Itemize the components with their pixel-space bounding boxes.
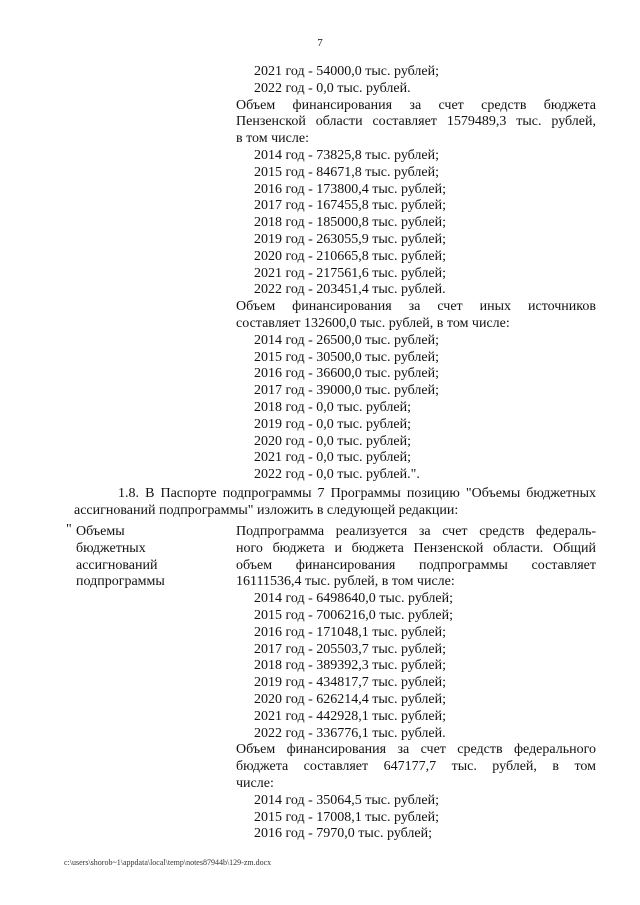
regional-year-line: 2017 год - 167455,8 тыс. рублей; — [254, 198, 447, 214]
total-year-line: 2020 год - 626214,4 тыс. рублей; — [254, 691, 447, 707]
regional-year-line: 2022 год - 203451,4 тыс. рублей. — [254, 282, 446, 298]
regional-funding-intro: Пензенской области составляет 1579489,3 тыс. рублей, — [236, 114, 596, 130]
regional-year-line: 2020 год - 210665,8 тыс. рублей; — [254, 248, 447, 264]
total-year-line: 2015 год - 7006216,0 тыс. рублей; — [254, 607, 454, 623]
federal-funding-section — [236, 742, 596, 843]
passport-label-column — [76, 524, 216, 591]
regional-year-line: 2015 год - 84671,8 тыс. рублей; — [254, 164, 440, 180]
other-sources-year-line: 2014 год - 26500,0 тыс. рублей; — [254, 332, 440, 348]
other-sources-intro: Объем финансирования за счет иных источников — [236, 299, 596, 315]
passport-label-line: бюджетных — [76, 540, 146, 556]
total-funding-intro: Подпрограмма реализуется за счет средств федераль- — [236, 524, 596, 539]
instruction-line: ассигнований подпрограммы" изложить в следующей редакции: — [74, 502, 459, 518]
total-year-line: 2019 год - 434817,7 тыс. рублей; — [254, 675, 447, 691]
other-sources-funding-section — [236, 299, 596, 484]
regional-year-line: 2014 год - 73825,8 тыс. рублей; — [254, 147, 440, 163]
total-funding-intro: 16111536,4 тыс. рублей, в том числе: — [236, 574, 455, 590]
other-sources-year-line: 2021 год - 0,0 тыс. рублей; — [254, 450, 412, 466]
other-sources-year-line: 2016 год - 36600,0 тыс. рублей; — [254, 366, 440, 382]
total-year-line: 2017 год - 205503,7 тыс. рублей; — [254, 641, 447, 657]
funding-year-line: 2022 год - 0,0 тыс. рублей. — [254, 80, 411, 96]
total-year-line: 2014 год - 6498640,0 тыс. рублей; — [254, 591, 454, 607]
regional-funding-intro: Объем финансирования за счет средств бюджета — [236, 97, 596, 113]
federal-year-line: 2016 год - 7970,0 тыс. рублей; — [254, 826, 433, 842]
total-funding-section — [236, 524, 596, 742]
regional-year-line: 2018 год - 185000,8 тыс. рублей; — [254, 215, 447, 231]
total-year-line: 2016 год - 171048,1 тыс. рублей; — [254, 624, 447, 640]
page-number: 7 — [317, 37, 323, 49]
regional-year-line: 2016 год - 173800,4 тыс. рублей; — [254, 181, 447, 197]
other-sources-year-line: 2018 год - 0,0 тыс. рублей; — [254, 399, 412, 415]
federal-funding-intro: бюджета составляет 647177,7 тыс. рублей, в том — [236, 759, 596, 775]
total-funding-intro: объем финансирования подпрограммы составляет — [236, 557, 596, 573]
regional-year-line: 2019 год - 263055,9 тыс. рублей; — [254, 231, 447, 247]
regional-year-line: 2021 год - 217561,6 тыс. рублей; — [254, 265, 447, 281]
other-sources-year-line: 2015 год - 30500,0 тыс. рублей; — [254, 349, 440, 365]
instruction-paragraph — [74, 486, 596, 520]
total-year-line: 2022 год - 336776,1 тыс. рублей. — [254, 725, 446, 741]
other-sources-year-line: 2022 год - 0,0 тыс. рублей.". — [254, 467, 420, 483]
passport-value-column — [236, 524, 596, 843]
federal-year-line: 2014 год - 35064,5 тыс. рублей; — [254, 792, 440, 808]
other-sources-year-line: 2017 год - 39000,0 тыс. рублей; — [254, 383, 440, 399]
other-sources-intro: составляет 132600,0 тыс. рублей, в том числе: — [236, 315, 510, 331]
federal-funding-intro: Объем финансирования за счет средств федерального — [236, 742, 596, 758]
document-file-path: c:\users\shorob~1\appdata\local\temp\notes87944b\129-zm.docx — [64, 858, 272, 867]
total-year-line: 2018 год - 389392,3 тыс. рублей; — [254, 658, 447, 674]
top-funding-block — [236, 64, 596, 484]
opening-quote: " — [66, 522, 72, 537]
instruction-line: 1.8. В Паспорте подпрограммы 7 Программы позицию "Объемы бюджетных — [118, 486, 596, 501]
other-sources-year-line: 2019 год - 0,0 тыс. рублей; — [254, 416, 412, 432]
lead-years-list — [236, 64, 596, 98]
passport-label-line: ассигнований — [76, 557, 158, 573]
passport-label-line: подпрограммы — [76, 574, 165, 590]
funding-year-line: 2021 год - 54000,0 тыс. рублей; — [254, 64, 440, 79]
total-funding-intro: ного бюджета и бюджета Пензенской области. Общий — [236, 540, 596, 556]
federal-year-line: 2015 год - 17008,1 тыс. рублей; — [254, 809, 440, 825]
regional-funding-intro: в том числе: — [236, 131, 309, 147]
regional-funding-section — [236, 98, 596, 300]
federal-funding-intro: числе: — [236, 775, 274, 791]
other-sources-year-line: 2020 год - 0,0 тыс. рублей; — [254, 433, 412, 449]
total-year-line: 2021 год - 442928,1 тыс. рублей; — [254, 708, 447, 724]
passport-label-line: Объемы — [76, 524, 125, 539]
